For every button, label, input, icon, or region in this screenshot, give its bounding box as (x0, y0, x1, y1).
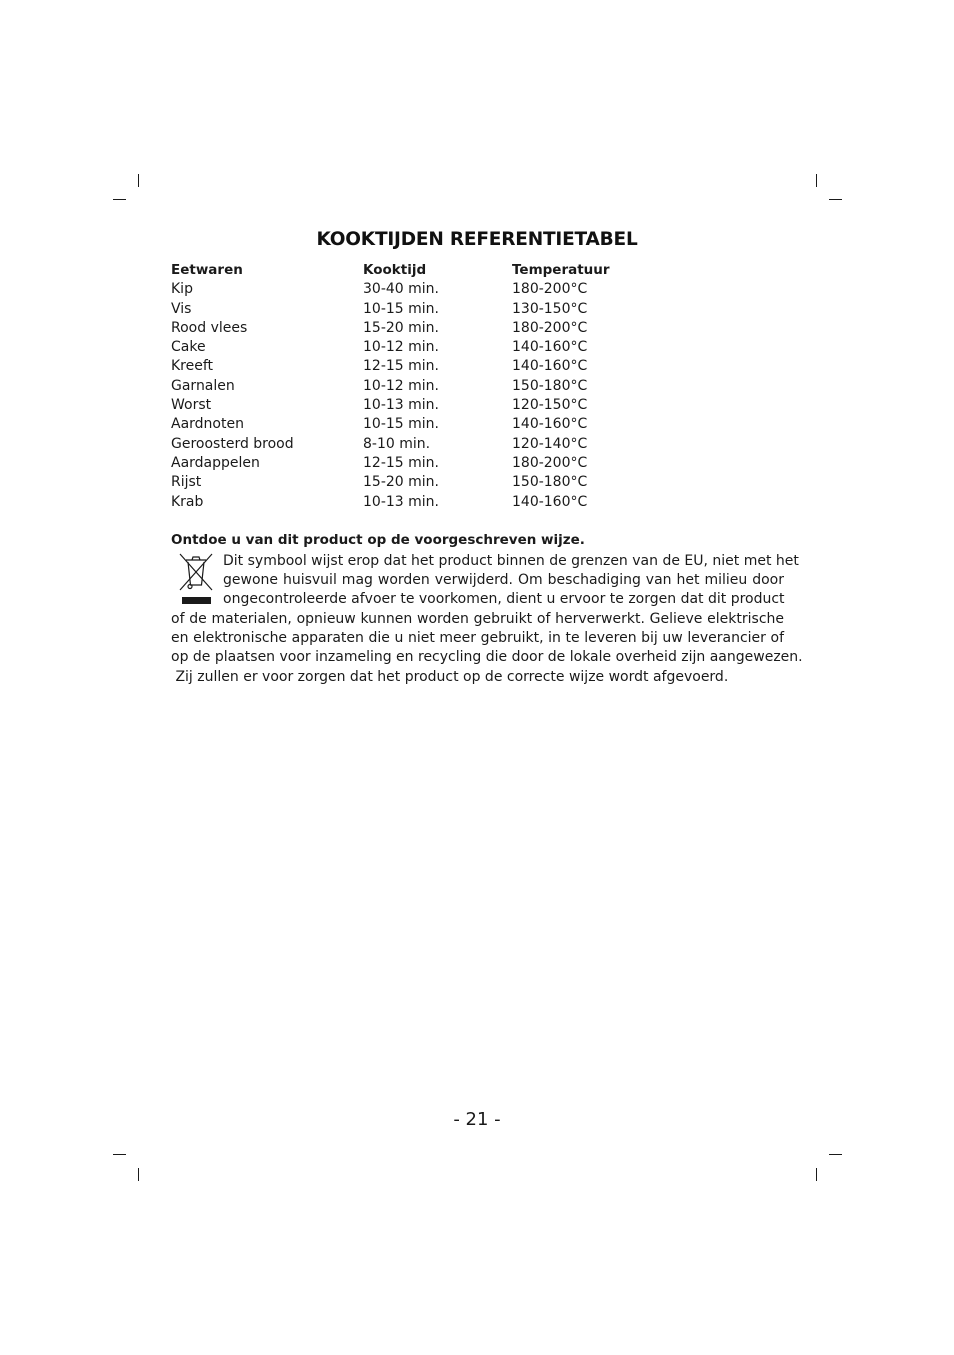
crop-mark-top-left-vertical (138, 174, 139, 187)
time-cell: 15-20 min. (363, 319, 439, 336)
food-cell: Kreeft (171, 358, 214, 375)
food-cell: Worst (171, 397, 212, 414)
temperature-cell: 120-150°C (512, 397, 588, 414)
temperature-cell: 150-180°C (512, 377, 588, 394)
time-cell: 30-40 min. (363, 281, 439, 298)
column-header-temperature: Temperatuur (512, 262, 610, 278)
table-row (171, 300, 632, 319)
temperature-cell: 140-160°C (512, 358, 588, 375)
time-cell: 10-12 min. (363, 377, 439, 394)
time-cell: 10-13 min. (363, 493, 439, 510)
temperature-cell: 150-180°C (512, 474, 588, 491)
table-row (171, 319, 632, 338)
crop-mark-top-left-horizontal (113, 199, 126, 200)
cooking-time-table (171, 261, 632, 512)
disposal-text-line-2: gewone huisvuil mag worden verwijderd. Om beschadiging van het milieu door (223, 572, 784, 588)
table-row (171, 377, 632, 396)
table-row (171, 280, 632, 299)
table-row (171, 338, 632, 357)
disposal-text-line-1: Dit symbool wijst erop dat het product binnen de grenzen van de EU, niet met het (223, 553, 799, 569)
page-number: - 21 - (453, 1109, 501, 1130)
time-cell: 10-15 min. (363, 300, 439, 317)
time-cell: 8-10 min. (363, 435, 431, 452)
temperature-cell: 140-160°C (512, 416, 588, 433)
food-cell: Geroosterd brood (171, 435, 294, 452)
disposal-text-line-3: ongecontroleerde afvoer te voorkomen, dient u ervoor te zorgen dat dit product (223, 591, 785, 607)
time-cell: 15-20 min. (363, 474, 439, 491)
table-row (171, 473, 632, 492)
temperature-cell: 180-200°C (512, 454, 588, 471)
temperature-cell: 130-150°C (512, 300, 588, 317)
food-cell: Rijst (171, 474, 202, 491)
time-cell: 10-12 min. (363, 339, 439, 356)
table-row (171, 357, 632, 376)
crop-mark-bottom-left-vertical (138, 1168, 139, 1181)
temperature-cell: 140-160°C (512, 339, 588, 356)
table-row (171, 454, 632, 473)
food-cell: Vis (171, 300, 192, 317)
disposal-text-line-6: op de plaatsen voor inzameling en recycling die door de lokale overheid zijn aangewezen. (171, 649, 803, 665)
food-cell: Cake (171, 339, 206, 356)
crop-mark-bottom-right-vertical (816, 1168, 817, 1181)
food-cell: Krab (171, 493, 204, 510)
disposal-heading: Ontdoe u van dit product op de voorgeschreven wijze. (171, 532, 585, 548)
food-cell: Garnalen (171, 377, 235, 394)
time-cell: 12-15 min. (363, 454, 439, 471)
crop-mark-bottom-right-horizontal (829, 1154, 842, 1155)
table-row (171, 415, 632, 434)
column-header-cooking-time: Kooktijd (363, 262, 427, 278)
food-cell: Aardappelen (171, 454, 260, 471)
food-cell: Aardnoten (171, 416, 244, 433)
disposal-text-line-7: Zij zullen er voor zorgen dat het product op de correcte wijze wordt afgevoerd. (171, 669, 729, 685)
disposal-text-line-4: of de materialen, opnieuw kunnen worden gebruikt of herverwerkt. Gelieve elektrische (171, 611, 784, 627)
temperature-cell: 140-160°C (512, 493, 588, 510)
temperature-cell: 120-140°C (512, 435, 588, 452)
time-cell: 10-15 min. (363, 416, 439, 433)
temperature-cell: 180-200°C (512, 319, 588, 336)
time-cell: 12-15 min. (363, 358, 439, 375)
column-header-food: Eetwaren (171, 262, 243, 278)
disposal-text-line-5: en elektronische apparaten die u niet meer gebruikt, in te leveren bij uw leverancier of (171, 630, 784, 646)
crop-mark-bottom-left-horizontal (113, 1154, 126, 1155)
temperature-cell: 180-200°C (512, 281, 588, 298)
food-cell: Rood vlees (171, 319, 248, 336)
table-row (171, 396, 632, 415)
crop-mark-top-right-vertical (816, 174, 817, 187)
food-cell: Kip (171, 281, 193, 298)
table-row (171, 493, 632, 512)
crossed-out-wheelie-bin-icon (178, 552, 214, 606)
table-header-row (171, 261, 632, 280)
crop-mark-top-right-horizontal (829, 199, 842, 200)
time-cell: 10-13 min. (363, 397, 439, 414)
table-row (171, 435, 632, 454)
page-title: KOOKTIJDEN REFERENTIETABEL (316, 229, 638, 250)
